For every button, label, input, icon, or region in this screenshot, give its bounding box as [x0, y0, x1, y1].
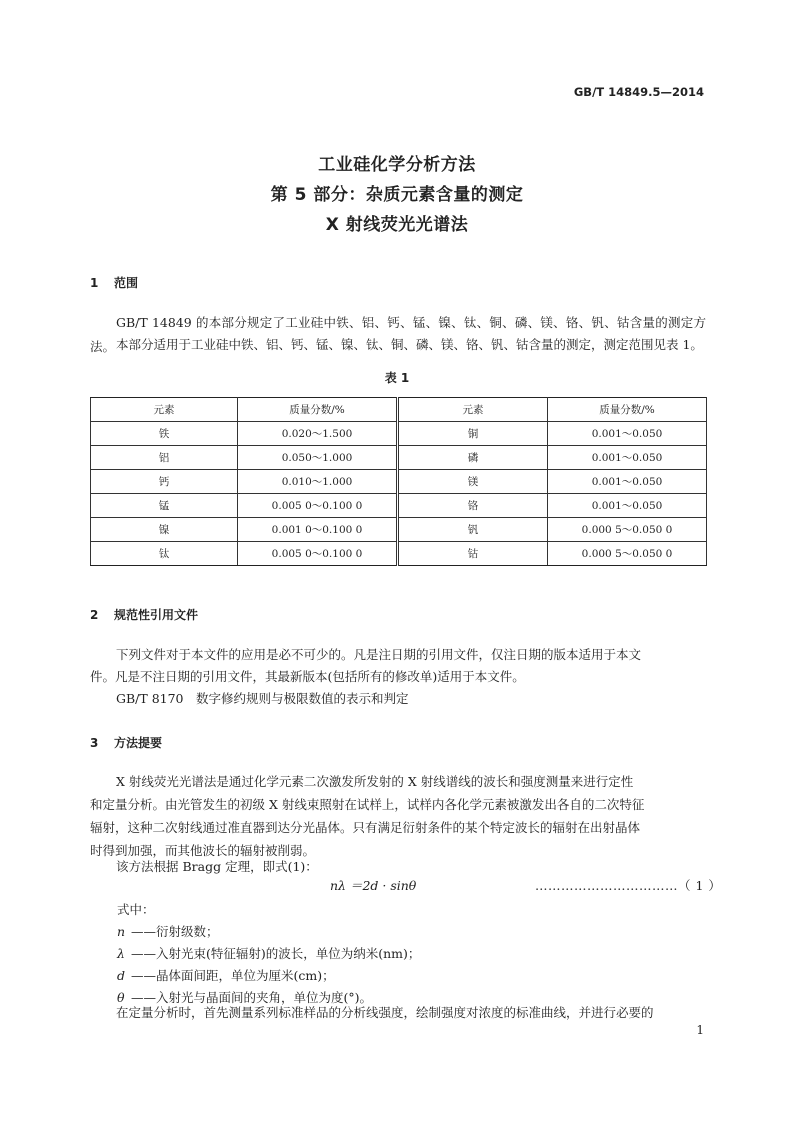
section-title: 范围	[114, 276, 139, 290]
header-element: 元素	[398, 398, 548, 422]
title-line-2: 第 5 部分：杂质元素含量的测定	[270, 185, 524, 205]
table-row	[91, 542, 707, 566]
section-title: 方法提要	[114, 736, 163, 750]
bragg-intro: 该方法根据 Bragg 定理，即式(1)：	[116, 859, 318, 874]
section-2-paragraph-line-1: 下列文件对于本文件的应用是必不可少的。凡是注日期的引用文件，仅注日期的版本适用于本文	[116, 647, 642, 662]
header-element: 元素	[91, 398, 238, 422]
section-1-heading	[90, 274, 138, 291]
definition-item	[117, 966, 335, 984]
table-1	[90, 397, 707, 566]
equation-number: ……………………………（ 1 ）	[535, 878, 722, 893]
definition-text: ——入射光束(特征辐射)的波长，单位为纳米(nm)；	[131, 946, 421, 961]
symbol: λ	[117, 946, 125, 961]
table-cell: 0.001～0.050	[548, 470, 707, 494]
table-cell: 磷	[398, 446, 548, 470]
section-3-paragraph-line-1: X 射线荧光光谱法是通过化学元素二次激发所发射的 X 射线谱线的波长和强度测量来进行定性	[116, 774, 634, 789]
definition-text: ——入射光与晶面间的夹角，单位为度(°)。	[131, 990, 373, 1005]
section-3-paragraph-line-4: 时得到加强，而其他波长的辐射被削弱。	[90, 843, 316, 858]
definition-item	[117, 944, 420, 962]
section-number: 1	[90, 276, 99, 290]
symbol: d	[117, 968, 126, 983]
table-row	[91, 518, 707, 542]
table-row	[91, 422, 707, 446]
table-cell: 0.001 0～0.100 0	[238, 518, 398, 542]
table-cell: 钛	[91, 542, 238, 566]
definition-text: ——衍射级数；	[131, 924, 219, 939]
normative-reference: GB/T 8170 数字修约规则与极限数值的表示和判定	[116, 691, 409, 706]
table-cell: 钒	[398, 518, 548, 542]
page-number: 1	[696, 1023, 704, 1037]
standard-number: GB/T 14849.5—2014	[573, 85, 704, 99]
section-2-paragraph-line-2: 件。凡是不注日期的引用文件，其最新版本(包括所有的修改单)适用于本文件。	[90, 669, 525, 684]
section-2-heading	[90, 606, 198, 623]
table-header-row	[91, 398, 707, 422]
section-1-paragraph-1: GB/T 14849 的本部分规定了工业硅中铁、铝、钙、锰、镍、钛、铜、磷、镁、铬、钒、钴含量的测定方法。	[90, 315, 706, 354]
definition-item	[117, 922, 219, 940]
table-row	[91, 494, 707, 518]
table-cell: 锰	[91, 494, 238, 518]
table-cell: 铜	[398, 422, 548, 446]
table-cell: 钙	[91, 470, 238, 494]
table-cell: 铁	[91, 422, 238, 446]
table-cell: 0.001～0.050	[548, 422, 707, 446]
section-3-heading	[90, 734, 162, 751]
symbol: θ	[117, 990, 125, 1005]
table-cell: 0.020～1.500	[238, 422, 398, 446]
table-caption: 表 1	[384, 371, 410, 385]
table-cell: 0.005 0～0.100 0	[238, 542, 398, 566]
table-row	[91, 470, 707, 494]
table-cell: 0.000 5～0.050 0	[548, 542, 707, 566]
symbol: n	[117, 924, 126, 939]
where-label: 式中：	[117, 902, 155, 917]
table-cell: 铝	[91, 446, 238, 470]
table-cell: 0.050～1.000	[238, 446, 398, 470]
section-title: 规范性引用文件	[114, 608, 199, 622]
section-3-paragraph-line-2: 和定量分析。由光管发生的初级 X 射线束照射在试样上，试样内各化学元素被激发出各自的二次特征	[90, 797, 645, 812]
section-3-paragraph-3: 在定量分析时，首先测量系列标准样品的分析线强度，绘制强度对浓度的标准曲线，并进行必要的	[116, 1005, 654, 1020]
header-mass-fraction: 质量分数/%	[548, 398, 707, 422]
definition-text: ——晶体面间距，单位为厘米(cm)；	[131, 968, 335, 983]
bragg-formula: nλ ＝2d · sinθ	[330, 878, 417, 893]
section-3-paragraph-line-3: 辐射，这种二次射线通过准直器到达分光晶体。只有满足衍射条件的某个特定波长的辐射在出射晶体	[90, 820, 641, 835]
table-row	[91, 446, 707, 470]
table-cell: 0.001～0.050	[548, 494, 707, 518]
table-cell: 0.001～0.050	[548, 446, 707, 470]
table-cell: 镍	[91, 518, 238, 542]
section-number: 3	[90, 736, 99, 750]
table-cell: 0.000 5～0.050 0	[548, 518, 707, 542]
table-cell: 0.005 0～0.100 0	[238, 494, 398, 518]
title-line-3: X 射线荧光光谱法	[325, 215, 469, 235]
header-mass-fraction: 质量分数/%	[238, 398, 398, 422]
table-cell: 镁	[398, 470, 548, 494]
table-cell: 0.010～1.000	[238, 470, 398, 494]
table-cell: 铬	[398, 494, 548, 518]
section-number: 2	[90, 608, 99, 622]
section-1-paragraph-2: 本部分适用于工业硅中铁、铝、钙、锰、镍、钛、铜、磷、镁、铬、钒、钴含量的测定，测定范围见表 1。	[116, 337, 703, 352]
title-line-1: 工业硅化学分析方法	[318, 155, 476, 175]
table-cell: 钴	[398, 542, 548, 566]
